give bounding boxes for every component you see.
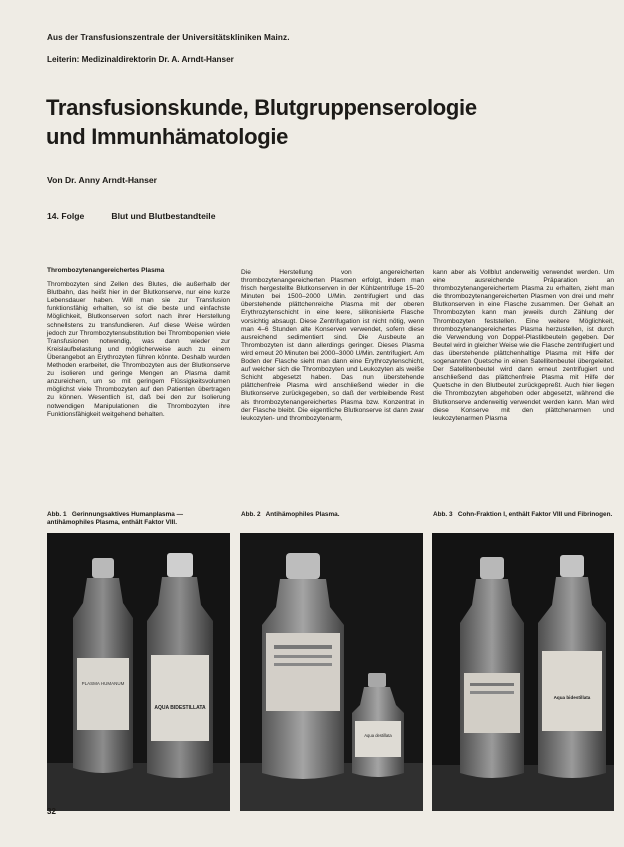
director-line: Leiterin: Medizinaldirektorin Dr. A. Arndt-Hanser (47, 55, 234, 64)
section-heading: Thrombozytenangereichertes Plasma (47, 267, 165, 274)
left-bottle-label (464, 673, 520, 733)
column-3-body: kann aber als Vollblut anderweitig verwendet werden. Um eine ausreichende Präparation an thrombozytenangereichertem Plasma zu erhalten, zieht man die thrombozytenangereicherten Plasmen von drei und mehr Blutkonserven in eine Flasche zusammen. Der Gehalt an Thrombozyten kann man jeweils durch Zählung der Thrombozyten feststellen. Eine weitere Möglichkeit, thrombozytenangereichertes Plasma herzustellen, ist durch die Verwendung von Doppel-Plastikbeuteln gegeben. Der Beutel wird in gleicher Weise wie die Flasche zentrifugiert und das überstehende plättchenhaltige Plasma mit Hilfe der sogenannten Quetsche in einen Satellitenbeutel übergeleitet. Der Satellitenbeutel wird dann erneut zentrifugiert und anschließend das plättchenfreie Plasma mit Hilfe der Quetsche in den Blutbeutel zurückgepreßt. Auch hier liegen die Thrombozyten abgehoben oder abgesetzt, während die Blutkonserve anderweitig verwendet werden kann. Man wird diese Konserve mit den plättchenarmen und leukozytenarmen Plasma (433, 269, 614, 422)
institution-line: Aus der Transfusionszentrale der Universitätskliniken Mainz. (47, 33, 290, 42)
article-title (46, 93, 546, 151)
bottle-label-left-text: PLASMA HUMANUM (81, 681, 125, 686)
caption-2-text: Antihämophiles Plasma. (265, 511, 340, 518)
photo-2-antihemophilic-plasma (240, 533, 423, 811)
text-column-1 (47, 267, 230, 419)
right-bottle-label (542, 651, 602, 731)
bottle-label-left (77, 658, 129, 730)
caption-3-label: Abb. 3 (433, 511, 453, 518)
photo-3-cohn-fraction (432, 533, 614, 811)
series-number: 14. Folge (47, 211, 85, 221)
caption-1 (47, 511, 230, 527)
title-line-2: und Immunhämatologie (46, 124, 289, 149)
text-column-3 (433, 269, 614, 423)
text-column-2 (241, 269, 424, 423)
caption-1-text: Gerinnungsaktives Humanplasma — antihämophiles Plasma, enthält Faktor VIII. (47, 511, 184, 526)
small-bottle-label-text: Aqua destillata (364, 733, 392, 738)
column-2-body: Die Herstellung von angereicherten thrombozytenangereicherten Plasmen erfolgt, indem man frisch hergestellte Blutkonserven in der Kühlzentrifuge 15–20 Minuten bei 1500–2000 U/Min. zentrifugiert und das überstehende plättchenreiche Plasma mit der oberen Erythrozytenschicht in eine leere, silikonisierte Flasche vorsichtig absaugt. Diese Zentrifugation ist nicht nötig, wenn man 4–6 Stunden alte Konserven verwendet, sofern diese ausreichend sedimentiert sind. Die Ausbeute an Thrombozyten ist dann allerdings geringer. Dieses Plasma wird erneut 20 Minuten bei 2000–3000 U/Min. zentrifugiert. Am Boden der Flasche sieht man dann eine Erythrozytenschicht, auf welcher sich die Thrombozyten und Leukozyten als weiße Schicht abgesetzt haben. Das nun überstehende plättchenfreie Plasma wird anschließend wieder in die Blutkonserve zurückgegeben, so daß der verbleibende Rest als thrombozytenangereichertes Plasma bzw. Konzentrat in der Flasche bleibt. Die eigentliche Blutkonserve ist dann zwar leukozyten- und thrombozytenarm, (241, 269, 424, 422)
bottle-label-right-text: AQUA BIDESTILLATA (154, 705, 206, 711)
title-line-1: Transfusionskunde, Blutgruppenserologie (46, 95, 477, 120)
photo-1-plasma-bottles (47, 533, 230, 811)
big-bottle-label (266, 633, 340, 711)
caption-3-text: Cohn-Fraktion I, enthält Faktor VIII und Fibrinogen. (457, 511, 613, 518)
author-line: Von Dr. Anny Arndt-Hanser (47, 175, 157, 185)
bottle-label-right (151, 655, 209, 741)
caption-1-label: Abb. 1 (47, 511, 67, 518)
right-bottle-label-text: Aqua bidestillata (553, 695, 591, 700)
page-number: 32 (47, 807, 56, 816)
caption-2-label: Abb. 2 (241, 511, 261, 518)
series-line (47, 211, 215, 221)
series-topic: Blut und Blutbestandteile (111, 211, 216, 221)
small-bottle-label (355, 721, 401, 757)
caption-3 (433, 511, 614, 519)
caption-2 (241, 511, 424, 519)
column-1-body: Thrombozyten sind Zellen des Blutes, die außerhalb der Blutbahn, das heißt hier in der Blutkonserve, nur eine kurze Lebensdauer haben. Will man sie zur Transfusion funktionsfähig erhalten, so ist die beste und einfachste Möglichkeit, Blutkonserven sofort nach ihrer Herstellung schnellstens zu transfundieren. Auf diese Weise würden jedoch zur Thrombozytensubstitution bei Thrombopenien viele Transfusionen notwendig, was dann wieder zur Kreislaufbelastung und möglicherweise auch zu einem Überangebot an Erythrozyten führen könnte. Deshalb wurden Methoden erarbeitet, die Thrombozyten aus der Blutkonserve zu isolieren und geringe Mengen an Plasma damit anzureichern, um so mit geringem Flüssigkeitsvolumen möglichst viele Thrombozyten auf den Patienten übertragen zu können. Wesentlich ist, daß bei den zur Isolierung notwendigen Manipulationen die Thrombozyten ihre Funktionsfähigkeit weitgehend behalten. (47, 281, 230, 418)
